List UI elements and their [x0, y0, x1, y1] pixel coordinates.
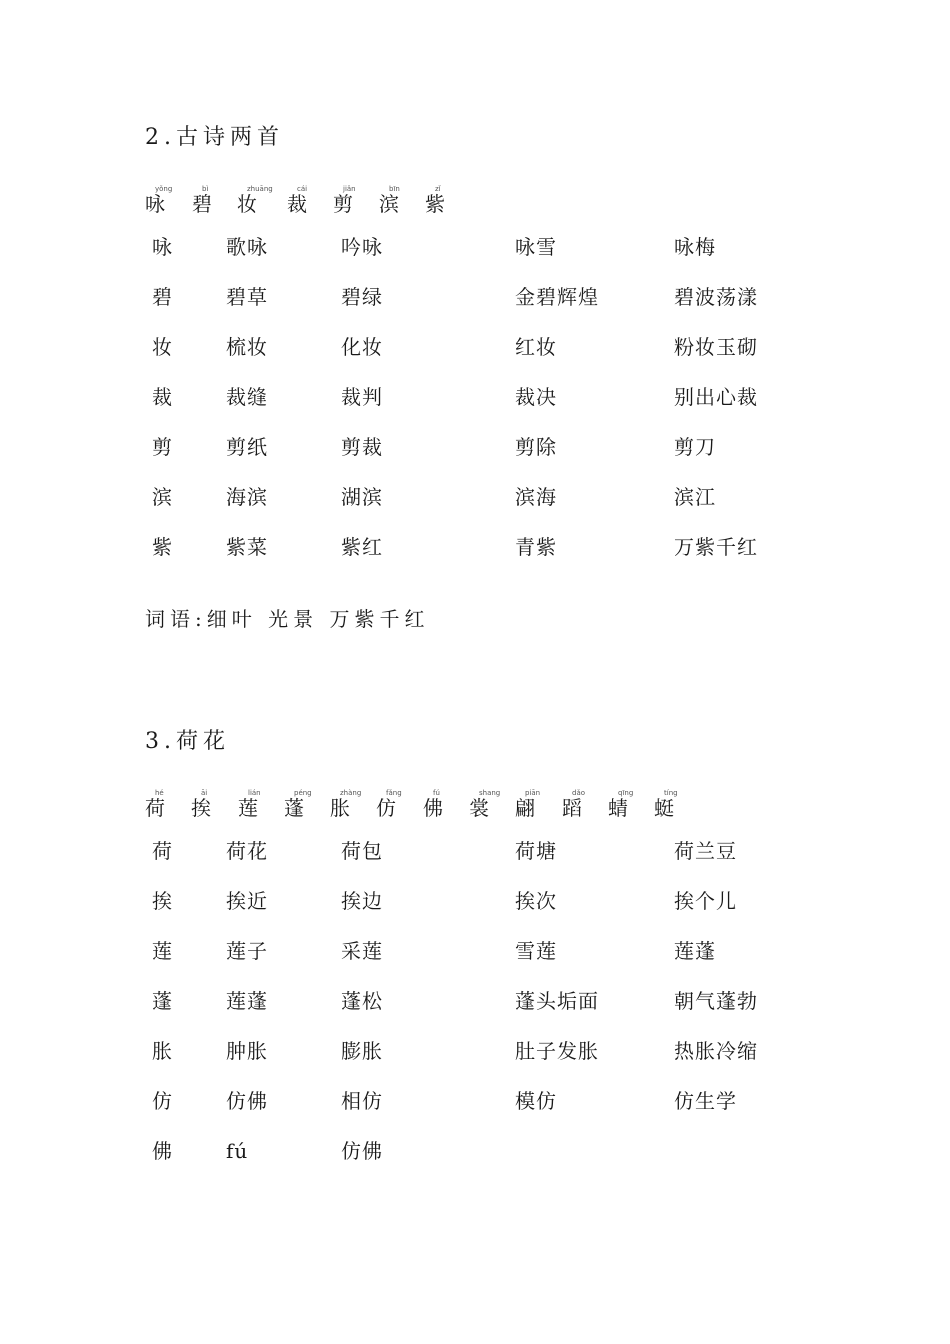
vocab-char: 妆 [152, 335, 173, 359]
vocab-word: 碧波荡漾 [674, 285, 758, 309]
vocab-word: 荷花 [226, 839, 268, 863]
pinyin: hé [155, 789, 164, 797]
vocab-char: 蓬 [152, 989, 173, 1013]
vocab-word: 剪除 [515, 435, 557, 459]
vocab-word: 紫红 [341, 535, 383, 559]
pinyin: bì [202, 185, 209, 193]
new-char: shang 裳 [469, 789, 501, 820]
vocab-word: 别出心裁 [674, 385, 758, 409]
vocab-word: 挨近 [226, 889, 268, 913]
vocab-char: 剪 [152, 435, 173, 459]
vocab-word: 仿佛 [226, 1089, 268, 1113]
vocab-word: 海滨 [226, 485, 268, 509]
pinyin: zhuāng [247, 185, 273, 193]
pinyin: zhàng [340, 789, 362, 797]
vocab-char: 荷 [152, 839, 173, 863]
section-2-title: 2.古诗两首 [145, 125, 284, 150]
new-char: dǎo 蹈 [562, 789, 586, 820]
vocab-word: 红妆 [515, 335, 557, 359]
vocab-char: 咏 [152, 235, 173, 259]
vocab-word: 挨边 [341, 889, 383, 913]
vocab-word: 裁判 [341, 385, 383, 409]
pinyin: piān [525, 789, 541, 797]
vocab-char: 碧 [152, 285, 173, 309]
vocab-word: 朝气蓬勃 [674, 989, 758, 1013]
vocab-word: 化妆 [341, 335, 383, 359]
vocab-word: 剪刀 [674, 435, 716, 459]
vocab-word: 莲蓬 [674, 939, 716, 963]
vocab-word: 荷兰豆 [674, 839, 737, 863]
vocab-char: 紫 [152, 535, 173, 559]
pinyin: shang [479, 789, 501, 797]
vocab-word: 挨次 [515, 889, 557, 913]
pinyin: fú [433, 789, 440, 797]
vocab-word: 莲子 [226, 939, 268, 963]
vocab-word: 滨江 [674, 485, 716, 509]
vocab-word: fú [226, 1139, 249, 1163]
new-char: bīn 滨 [379, 185, 400, 216]
vocab-word: 模仿 [515, 1089, 557, 1113]
new-char: jiǎn 剪 [333, 185, 356, 216]
vocab-word: 肚子发胀 [515, 1039, 599, 1063]
vocab-char: 挨 [152, 889, 173, 913]
new-char: zhuāng 妆 [237, 185, 273, 216]
pinyin: dǎo [572, 789, 586, 797]
vocab-word: 挨个儿 [674, 889, 737, 913]
new-char: hé 荷 [145, 789, 165, 820]
new-char: tíng 蜓 [654, 789, 678, 820]
vocab-word: 紫菜 [226, 535, 268, 559]
vocab-word: 相仿 [341, 1089, 383, 1113]
section-2-words: 词语:细叶 光景 万紫千红 [145, 607, 430, 631]
pinyin: qīng [618, 789, 634, 797]
pinyin: péng [294, 789, 312, 797]
section-3-char-list [145, 789, 825, 826]
vocab-word: 滨海 [515, 485, 557, 509]
new-char: lián 莲 [238, 789, 261, 820]
new-char: piān 翩 [515, 789, 541, 820]
vocab-word: 碧草 [226, 285, 268, 309]
new-char: āi 挨 [191, 789, 211, 820]
pinyin: lián [248, 789, 261, 797]
vocab-word: 荷塘 [515, 839, 557, 863]
pinyin: jiǎn [343, 185, 356, 193]
vocab-word: 蓬头垢面 [515, 989, 599, 1013]
vocab-char: 佛 [152, 1139, 173, 1163]
new-char: zhàng 胀 [330, 789, 362, 820]
vocab-char: 裁 [152, 385, 173, 409]
vocab-word: 咏雪 [515, 235, 557, 259]
new-char: cái 裁 [287, 185, 308, 216]
vocab-char: 滨 [152, 485, 173, 509]
new-char: yǒng 咏 [145, 185, 173, 216]
vocab-word: 肿胀 [226, 1039, 268, 1063]
vocab-char: 胀 [152, 1039, 173, 1063]
vocab-word: 热胀冷缩 [674, 1039, 758, 1063]
new-char: bì 碧 [192, 185, 212, 216]
vocab-word: 采莲 [341, 939, 383, 963]
vocab-word: 梳妆 [226, 335, 268, 359]
vocab-char: 莲 [152, 939, 173, 963]
pinyin: yǒng [155, 185, 173, 193]
vocab-word: 碧绿 [341, 285, 383, 309]
pinyin: tíng [664, 789, 678, 797]
vocab-word: 吟咏 [341, 235, 383, 259]
vocab-word: 蓬松 [341, 989, 383, 1013]
vocab-word: 湖滨 [341, 485, 383, 509]
section-2-char-list [145, 185, 825, 222]
section-3-title: 3.荷花 [145, 729, 230, 754]
vocab-word: 粉妆玉砌 [674, 335, 758, 359]
vocab-char: 仿 [152, 1089, 173, 1113]
vocab-word: 咏梅 [674, 235, 716, 259]
vocab-word: 剪纸 [226, 435, 268, 459]
vocab-word: 歌咏 [226, 235, 268, 259]
new-char: qīng 蜻 [608, 789, 634, 820]
vocab-word: 裁缝 [226, 385, 268, 409]
pinyin: āi [201, 789, 208, 797]
vocab-word: 雪莲 [515, 939, 557, 963]
pinyin: zǐ [435, 185, 441, 193]
vocab-word: 仿生学 [674, 1089, 737, 1113]
vocab-word: 剪裁 [341, 435, 383, 459]
vocab-word: 莲蓬 [226, 989, 268, 1013]
vocab-word: 裁决 [515, 385, 557, 409]
vocab-word: 青紫 [515, 535, 557, 559]
pinyin: cái [297, 185, 308, 193]
vocab-word: 膨胀 [341, 1039, 383, 1063]
new-char: péng 蓬 [284, 789, 312, 820]
vocab-word: 万紫千红 [674, 535, 758, 559]
new-char: fǎng 仿 [376, 789, 402, 820]
vocab-word: 金碧辉煌 [515, 285, 599, 309]
pinyin: fǎng [386, 789, 402, 797]
new-char: fú 佛 [423, 789, 443, 820]
vocab-word: 荷包 [341, 839, 383, 863]
vocab-word: 仿佛 [341, 1139, 383, 1163]
pinyin: bīn [389, 185, 400, 193]
new-char: zǐ 紫 [425, 185, 445, 216]
